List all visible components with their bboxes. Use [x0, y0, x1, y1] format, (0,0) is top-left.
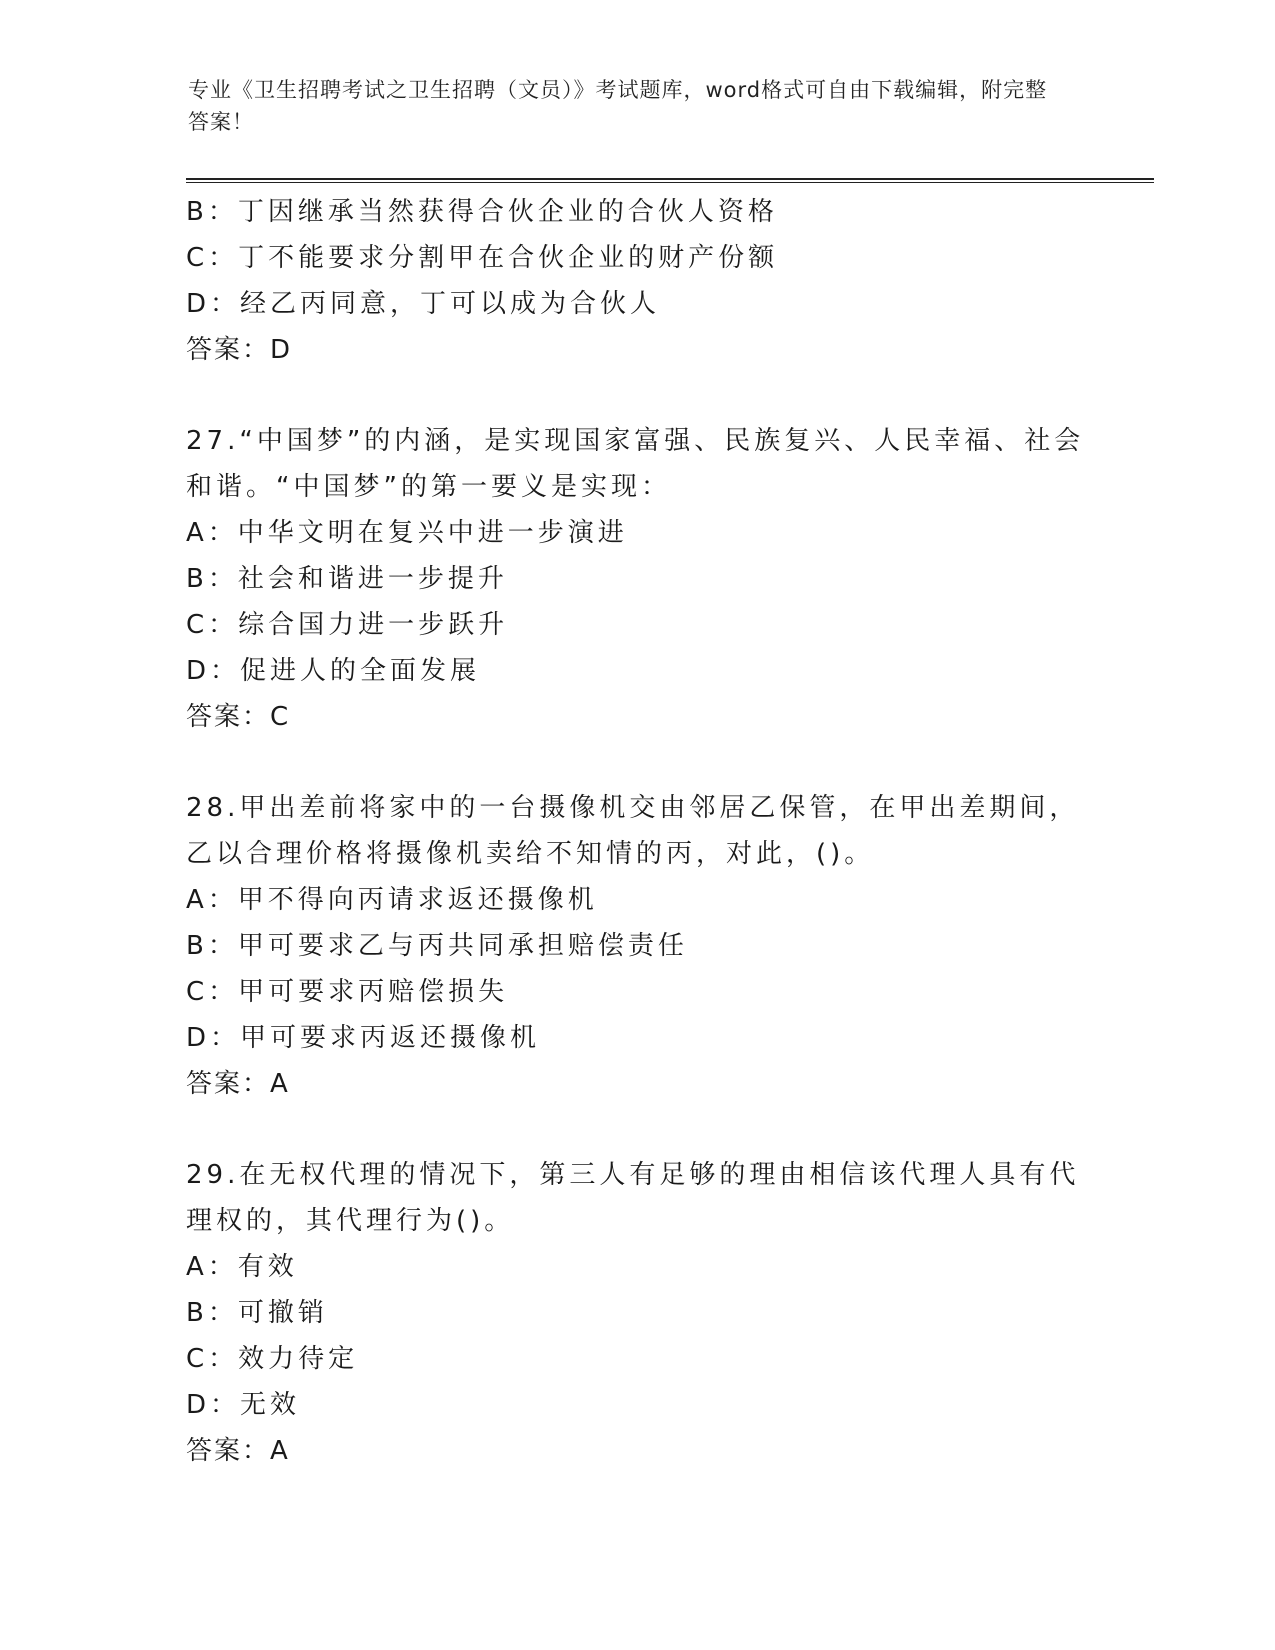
page-header: 专业《卫生招聘考试之卫生招聘（文员）》考试题库，word格式可自由下载编辑，附完整答案！: [188, 78, 1048, 134]
question-27: [186, 418, 1106, 740]
option-c: C：效力待定: [186, 1344, 359, 1374]
option-c: C：丁不能要求分割甲在合伙企业的财产份额: [186, 243, 779, 273]
header-divider: [186, 178, 1154, 183]
answer: 答案：C: [186, 702, 291, 732]
option-a: A：中华文明在复兴中进一步演进: [186, 518, 628, 548]
option-a: A：有效: [186, 1252, 298, 1282]
option-b: B：可撤销: [186, 1298, 328, 1328]
question-stem: 28.甲出差前将家中的一台摄像机交由邻居乙保管，在甲出差期间，乙以合理价格将摄像机卖给不知情的丙，对此，()。: [186, 793, 1080, 869]
answer: 答案：A: [186, 1436, 290, 1466]
option-d: D：促进人的全面发展: [186, 656, 481, 686]
document-body: [186, 189, 1106, 1474]
answer: 答案：D: [186, 335, 293, 365]
question-29: [186, 1152, 1106, 1474]
option-c: C：甲可要求丙赔偿损失: [186, 977, 509, 1007]
option-c: C：综合国力进一步跃升: [186, 610, 509, 640]
question-stem: 27.“中国梦”的内涵，是实现国家富强、民族复兴、人民幸福、社会和谐。“中国梦”的第一要义是实现：: [186, 426, 1085, 502]
option-a: A：甲不得向丙请求返还摄像机: [186, 885, 598, 915]
answer: 答案：A: [186, 1069, 290, 1099]
question-26-continued: [186, 189, 1106, 373]
option-d: D：经乙丙同意，丁可以成为合伙人: [186, 289, 661, 319]
question-28: [186, 785, 1106, 1107]
option-d: D：甲可要求丙返还摄像机: [186, 1023, 541, 1053]
option-d: D：无效: [186, 1390, 301, 1420]
option-b: B：甲可要求乙与丙共同承担赔偿责任: [186, 931, 688, 961]
option-b: B：社会和谐进一步提升: [186, 564, 508, 594]
option-b: B：丁因继承当然获得合伙企业的合伙人资格: [186, 197, 778, 227]
question-stem: 29.在无权代理的情况下，第三人有足够的理由相信该代理人具有代理权的，其代理行为()。: [186, 1160, 1080, 1236]
